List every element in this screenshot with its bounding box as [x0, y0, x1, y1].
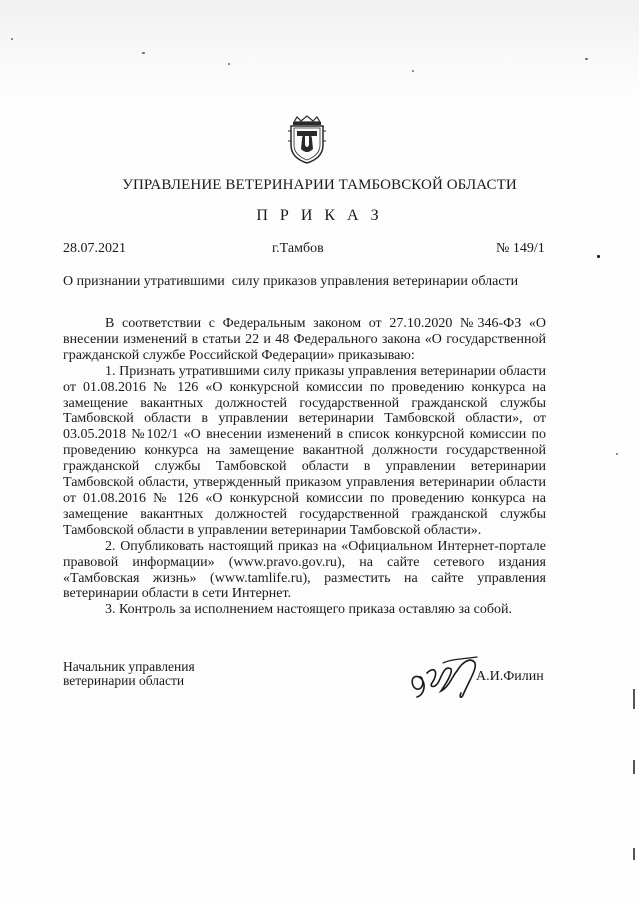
- agency-name: УПРАВЛЕНИЕ ВЕТЕРИНАРИИ ТАМБОВСКОЙ ОБЛАСТИ: [122, 177, 517, 193]
- handwritten-signature: [405, 651, 487, 701]
- scan-speck: [616, 453, 618, 455]
- body-intro-paragraph: В соответствии с Федеральным законом от 27.10.2020 №346-ФЗ «О внесении изменений в статьи 22 и 48 Федерального закона «О государственной гражданской службе Российской Федерации» приказываю:: [63, 316, 546, 363]
- order-subject: О признании утратившими силу приказов управления ветеринарии области: [63, 274, 519, 289]
- scan-speck: [142, 52, 145, 54]
- signer-position: [63, 660, 195, 688]
- signer-name: А.И.Филин: [476, 669, 544, 684]
- body-item-3: 3. Контроль за исполнением настоящего приказа оставляю за собой.: [105, 602, 513, 618]
- scan-edge-mark: [633, 760, 635, 774]
- scan-edge-mark: [633, 689, 635, 709]
- order-city: г.Тамбов: [272, 241, 324, 256]
- document-type-title: П Р И К А З: [256, 207, 383, 224]
- signer-position-line1: Начальник управления: [63, 659, 195, 674]
- scan-edge-mark: [633, 848, 635, 860]
- scan-speck: [11, 38, 13, 40]
- order-number: № 149/1: [496, 241, 545, 256]
- scan-shadow: [0, 0, 639, 95]
- order-date: 28.07.2021: [63, 241, 126, 256]
- body-item-2: 2. Опубликовать настоящий приказ на «Официальном Интернет-портале правовой информации» (www.pravo.gov.ru), на сайте сетевого издания «Тамбовская жизнь» (www.tamlife.ru), разместить на сайте управления ветеринарии области в сети Интернет.: [63, 538, 546, 602]
- scan-speck: [585, 58, 588, 60]
- tambov-coat-of-arms-icon: [286, 115, 328, 165]
- signer-position-line2: ветеринарии области: [63, 673, 185, 688]
- scan-speck: [597, 255, 600, 258]
- body-item-1: 1. Признать утратившими силу приказы управления ветеринарии области от 01.08.2016 № 126 «О конкурсной комиссии по проведению конкурса на замещение вакантных должностей государственной гражданской службы Тамбовской области в управлении ветеринарии Тамбовской области», от 03.05.2018 №102/1 «О внесении изменений в список конкурсной комиссии по проведению конкурса на замещение вакантной должности государственной гражданской службы Тамбовской области в управлении ветеринарии Тамбовской области, утвержденный приказом управления ветеринарии области от 01.08.2016 № 126 «О конкурсной комиссии по проведению конкурса на замещение вакантных должностей государственной гражданской службы Тамбовской области в управлении ветеринарии Тамбовской области».: [63, 363, 546, 538]
- scan-speck: [228, 63, 230, 65]
- scan-speck: [412, 70, 414, 72]
- order-body: [63, 316, 546, 618]
